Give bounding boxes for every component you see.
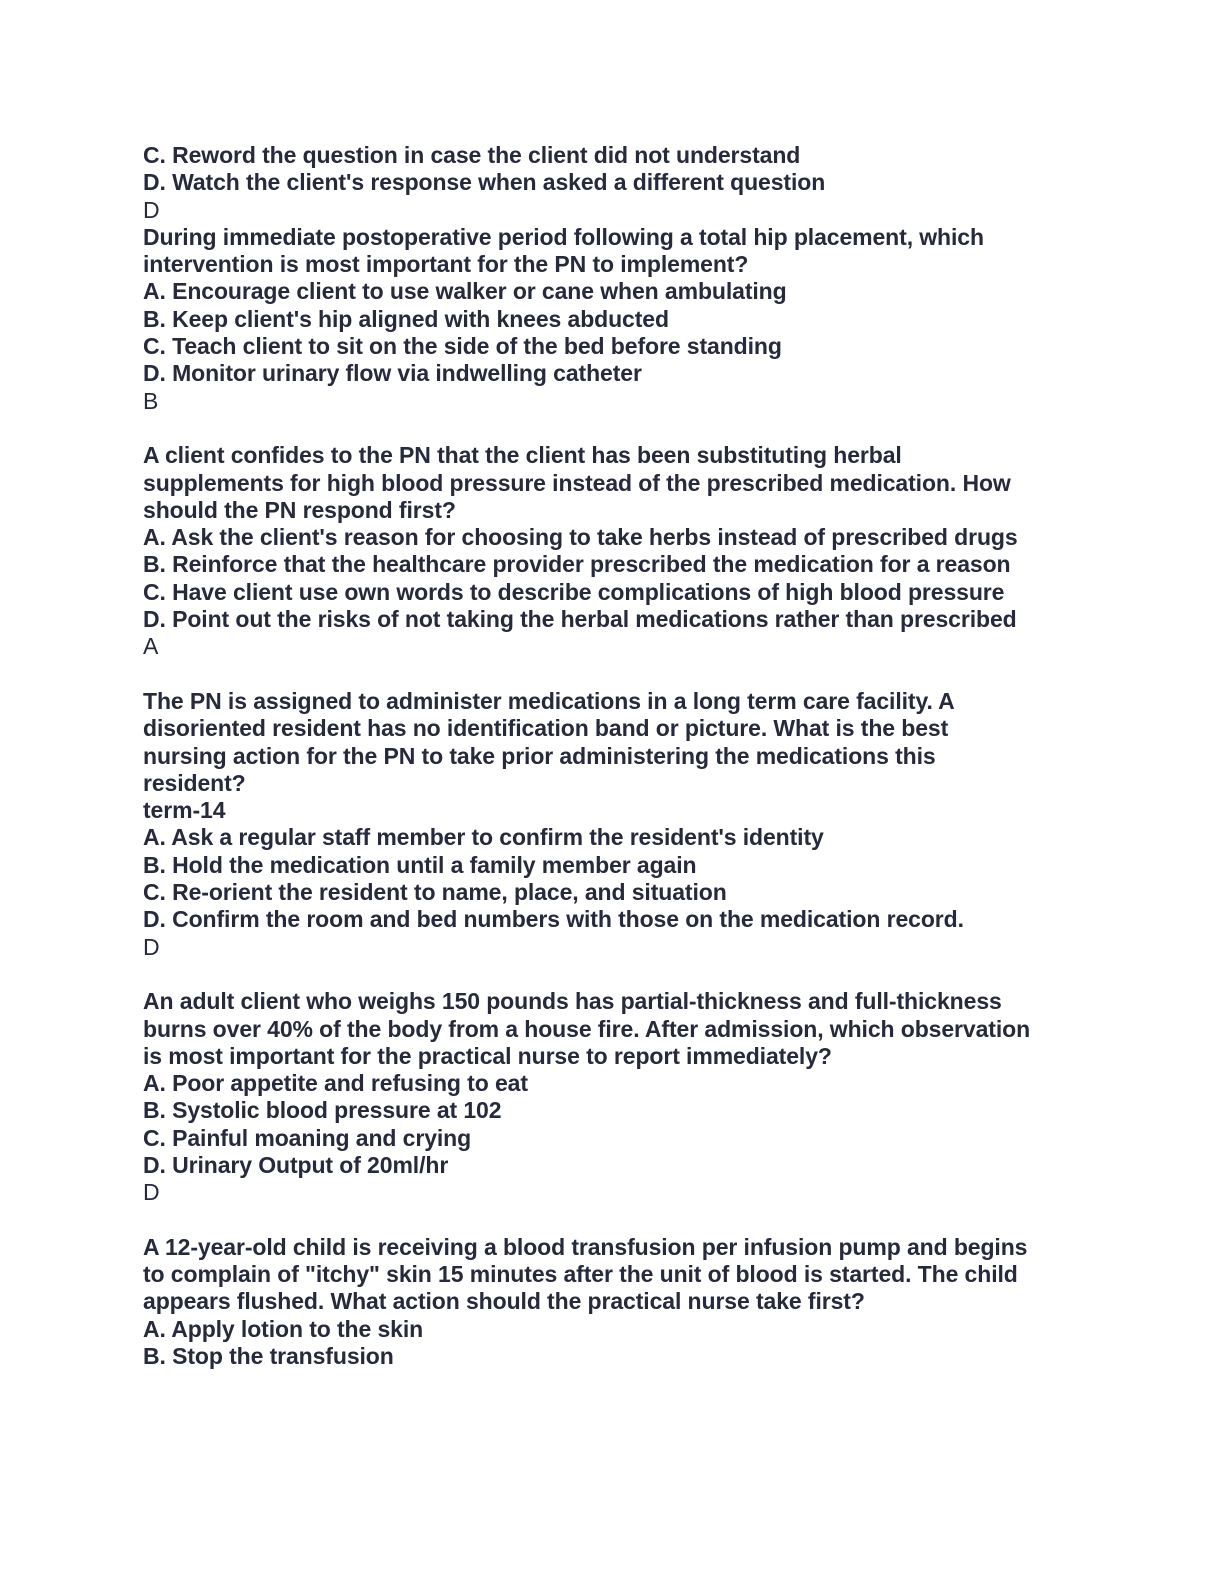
option-d: D. Monitor urinary flow via indwelling catheter <box>143 360 642 387</box>
answer-key: D <box>143 1179 160 1206</box>
question-text-line: A client confides to the PN that the client has been substituting herbal <box>143 442 902 469</box>
answer-key: A <box>143 633 159 660</box>
spacer <box>143 961 1083 988</box>
answer-key: D <box>143 196 160 223</box>
term-label: term-14 <box>143 797 226 824</box>
question-text-line: resident? <box>143 769 246 796</box>
spacer <box>143 1207 1083 1234</box>
option-c: C. Reword the question in case the client did not understand <box>143 142 801 168</box>
answer-key: B <box>143 387 159 414</box>
question-block-continued <box>143 142 1083 224</box>
question-block-burns <box>143 988 1083 1206</box>
document-page <box>143 142 1083 1370</box>
option-a: A. Apply lotion to the skin <box>143 1315 424 1342</box>
question-text-line: disoriented resident has no identification band or picture. What is the best <box>143 715 949 742</box>
option-c: C. Re-orient the resident to name, place, and situation <box>143 879 727 906</box>
question-text-line: appears flushed. What action should the practical nurse take first? <box>143 1288 865 1315</box>
option-a: A. Ask a regular staff member to confirm the resident's identity <box>143 824 824 851</box>
question-block-herbal-supplements <box>143 442 1083 660</box>
question-text-line: is most important for the practical nurse to report immediately? <box>143 1042 832 1069</box>
spacer <box>143 661 1083 688</box>
option-d: D. Urinary Output of 20ml/hr <box>143 1151 449 1178</box>
question-text-line: During immediate postoperative period following a total hip placement, which <box>143 223 984 250</box>
option-b: B. Reinforce that the healthcare provider prescribed the medication for a reason <box>143 551 1011 578</box>
option-b: B. Hold the medication until a family member again <box>143 851 697 878</box>
question-text-line: The PN is assigned to administer medications in a long term care facility. A <box>143 687 955 714</box>
question-text-line: nursing action for the PN to take prior administering the medications this <box>143 742 936 769</box>
option-b: B. Keep client's hip aligned with knees abducted <box>143 305 669 332</box>
option-b: B. Stop the transfusion <box>143 1343 394 1370</box>
question-text-line: A 12-year-old child is receiving a blood transfusion per infusion pump and begins <box>143 1233 1028 1260</box>
question-block-blood-transfusion <box>143 1234 1083 1370</box>
question-text-line: should the PN respond first? <box>143 496 456 523</box>
option-c: C. Have client use own words to describe complications of high blood pressure <box>143 578 1005 605</box>
question-text-line: to complain of "itchy" skin 15 minutes after the unit of blood is started. The child <box>143 1261 1018 1288</box>
option-d: D. Watch the client's response when asked a different question <box>143 169 826 196</box>
question-block-hip-replacement <box>143 224 1083 415</box>
option-b: B. Systolic blood pressure at 102 <box>143 1097 502 1124</box>
option-c: C. Teach client to sit on the side of the bed before standing <box>143 333 782 360</box>
answer-key: D <box>143 933 160 960</box>
question-text-line: An adult client who weighs 150 pounds has partial-thickness and full-thickness <box>143 988 1002 1015</box>
question-text-line: supplements for high blood pressure instead of the prescribed medication. How <box>143 469 1011 496</box>
question-block-resident-identification <box>143 688 1083 961</box>
question-text-line: intervention is most important for the PN to implement? <box>143 251 749 278</box>
option-a: A. Ask the client's reason for choosing to take herbs instead of prescribed drugs <box>143 524 1018 551</box>
option-c: C. Painful moaning and crying <box>143 1124 472 1151</box>
option-d: D. Point out the risks of not taking the herbal medications rather than prescribed <box>143 606 1017 633</box>
option-a: A. Encourage client to use walker or cane when ambulating <box>143 278 787 305</box>
option-a: A. Poor appetite and refusing to eat <box>143 1070 528 1097</box>
spacer <box>143 415 1083 442</box>
question-text-line: burns over 40% of the body from a house fire. After admission, which observation <box>143 1015 1031 1042</box>
option-d: D. Confirm the room and bed numbers with those on the medication record. <box>143 906 964 933</box>
